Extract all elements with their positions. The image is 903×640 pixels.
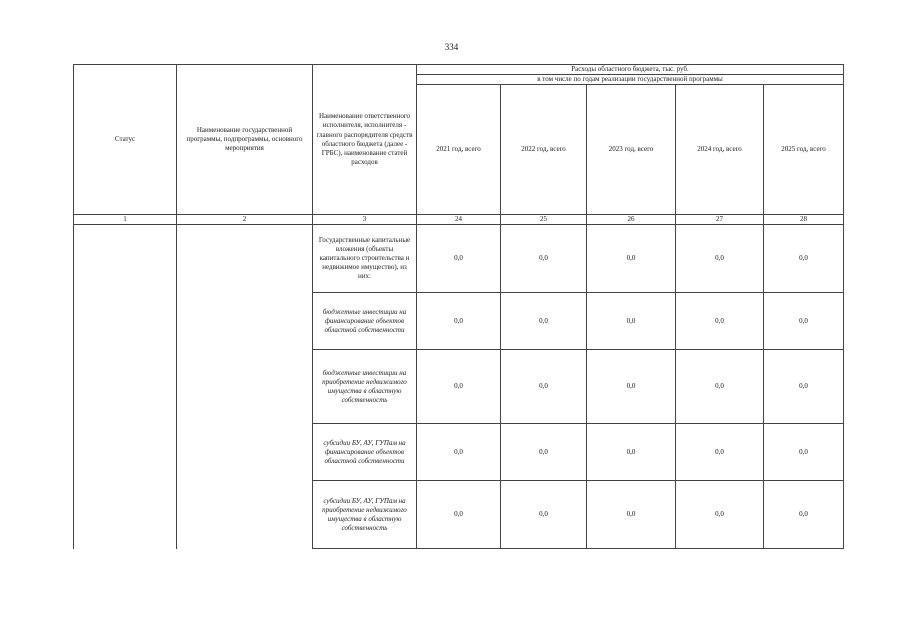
value-cell: 0,0 [587, 424, 676, 481]
column-numbers-row [74, 215, 844, 225]
value-cell: 0,0 [417, 293, 501, 350]
value-cell: 0,0 [764, 424, 844, 481]
value-cell: 0,0 [587, 350, 676, 424]
header-status: Статус [74, 65, 177, 215]
column-number: 3 [313, 215, 417, 225]
header-program-name: Наименование государственной программы, подпрограммы, основного мероприятия [177, 65, 313, 215]
value-cell: 0,0 [501, 481, 587, 549]
header-budget-group: Расходы областного бюджета, тыс. руб. [417, 65, 844, 75]
header-year-2024: 2024 год, всего [676, 85, 764, 215]
value-cell: 0,0 [587, 225, 676, 293]
column-number: 28 [764, 215, 844, 225]
header-executor: Наименование ответственного исполнителя, исполнителя - главного распорядителя средств областного бюджета (далее - ГРБС), наименование статей расходов [313, 65, 417, 215]
header-year-2023: 2023 год, всего [587, 85, 676, 215]
value-cell: 0,0 [501, 225, 587, 293]
column-number: 24 [417, 215, 501, 225]
value-cell: 0,0 [676, 350, 764, 424]
row-label: субсидии БУ, АУ, ГУПам на приобретение недвижимого имущества в областную собственность [313, 481, 417, 549]
value-cell: 0,0 [501, 350, 587, 424]
value-cell: 0,0 [417, 225, 501, 293]
row-label: Государственные капитальные вложения (объекты капитального строительства и недвижимое имущество), из них: [313, 225, 417, 293]
row-label: бюджетные инвестиции на финансирование объектов областной собственности [313, 293, 417, 350]
table-row [74, 225, 844, 293]
row-label: бюджетные инвестиции на приобретение недвижимого имущества в областную собственность [313, 350, 417, 424]
page-number: 334 [444, 42, 459, 52]
column-number: 26 [587, 215, 676, 225]
value-cell: 0,0 [676, 481, 764, 549]
value-cell: 0,0 [417, 350, 501, 424]
header-year-2025: 2025 год, всего [764, 85, 844, 215]
column-number: 1 [74, 215, 177, 225]
value-cell: 0,0 [587, 481, 676, 549]
value-cell: 0,0 [417, 481, 501, 549]
value-cell: 0,0 [501, 293, 587, 350]
value-cell: 0,0 [501, 424, 587, 481]
value-cell: 0,0 [587, 293, 676, 350]
value-cell: 0,0 [764, 350, 844, 424]
value-cell: 0,0 [764, 225, 844, 293]
value-cell: 0,0 [417, 424, 501, 481]
header-by-year-group: в том числе по годам реализации государственной программы [417, 75, 844, 85]
value-cell: 0,0 [676, 293, 764, 350]
value-cell: 0,0 [676, 225, 764, 293]
row-label: субсидии БУ, АУ, ГУПам на финансирование объектов областной собственности [313, 424, 417, 481]
value-cell: 0,0 [676, 424, 764, 481]
column-number: 27 [676, 215, 764, 225]
header-year-2021: 2021 год, всего [417, 85, 501, 215]
column-number: 25 [501, 215, 587, 225]
column-number: 2 [177, 215, 313, 225]
status-cell [74, 225, 177, 549]
program-name-cell [177, 225, 313, 549]
value-cell: 0,0 [764, 293, 844, 350]
budget-table [73, 64, 844, 549]
value-cell: 0,0 [764, 481, 844, 549]
header-year-2022: 2022 год, всего [501, 85, 587, 215]
